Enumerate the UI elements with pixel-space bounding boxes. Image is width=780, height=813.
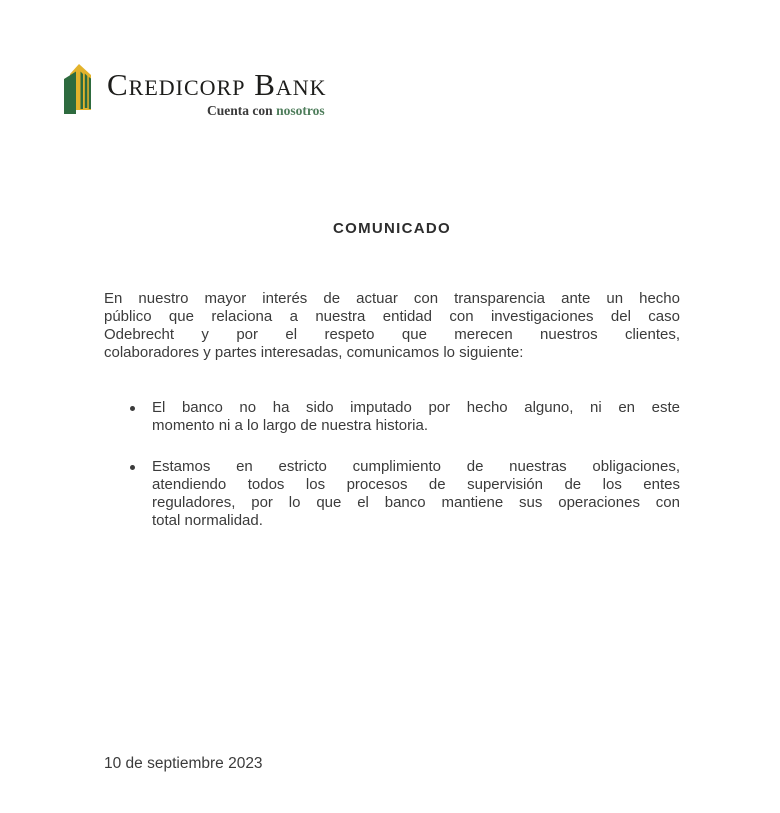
- credicorp-buildings-icon: [62, 62, 100, 121]
- document-body: [0, 220, 780, 530]
- communique-page: [0, 62, 780, 813]
- intro-paragraph: [104, 290, 680, 362]
- intro-line: público que relaciona a nuestra entidad con investigaciones del caso: [104, 308, 680, 325]
- bullet-line: reguladores, por lo que el banco mantiene sus operaciones con: [152, 494, 680, 511]
- intro-line: En nuestro mayor interés de actuar con transparencia ante un hecho: [104, 290, 680, 307]
- bullet-item: [104, 458, 680, 530]
- brand-wordmark: Credicorp Bank: [107, 67, 327, 102]
- document-date: 10 de septiembre 2023: [104, 755, 263, 772]
- brand-logo: [62, 62, 780, 121]
- document-title: COMUNICADO: [333, 220, 451, 237]
- tagline-prefix: Cuenta con: [207, 103, 277, 118]
- bullet-item: [104, 399, 680, 435]
- bullet-text: [152, 458, 680, 530]
- intro-line: Odebrecht y por el respeto que merecen nuestros clientes,: [104, 326, 680, 343]
- bullet-dot-icon: [130, 406, 135, 411]
- intro-line: colaboradores y partes interesadas, comunicamos lo siguiente:: [104, 344, 524, 361]
- brand-tagline: [107, 103, 327, 119]
- bullet-line: atendiendo todos los procesos de supervisión de los entes: [152, 476, 680, 493]
- brand-text-block: [107, 62, 327, 119]
- bullet-line: momento ni a lo largo de nuestra historia.: [152, 417, 428, 434]
- bullet-list: [104, 399, 680, 530]
- bullet-line: total normalidad.: [152, 512, 263, 529]
- tagline-accent: nosotros: [276, 103, 325, 118]
- bullet-text: [152, 399, 680, 435]
- bullet-line: El banco no ha sido imputado por hecho alguno, ni en este: [152, 399, 680, 416]
- bullet-dot-icon: [130, 465, 135, 470]
- bullet-line: Estamos en estricto cumplimiento de nuestras obligaciones,: [152, 458, 680, 475]
